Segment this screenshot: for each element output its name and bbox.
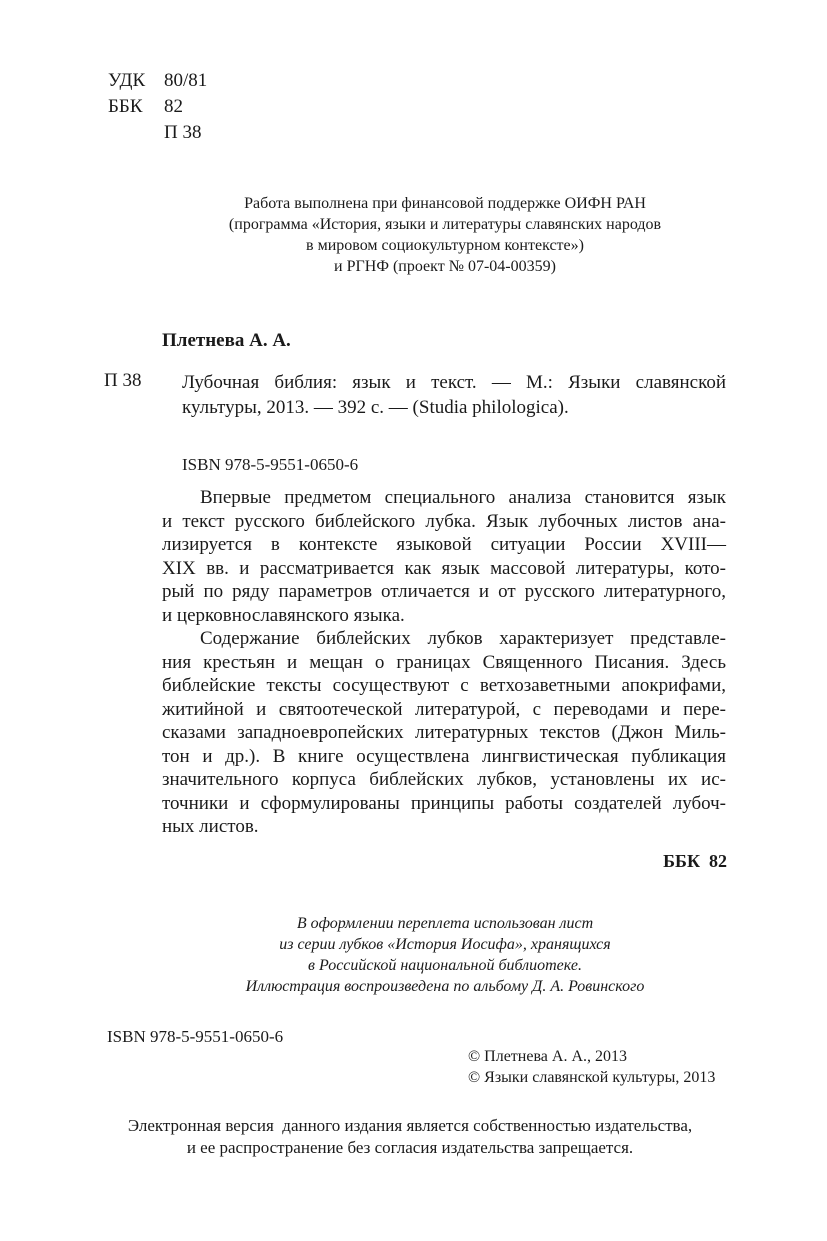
annotation-line: лизируется в контексте языковой ситуации России XVIII— bbox=[162, 534, 726, 555]
classification-block bbox=[108, 68, 207, 146]
annotation-line: житийной и святоотеческой литературой, с переводами и пере- bbox=[162, 698, 726, 720]
copyright-publisher: © Языки славянской культуры, 2013 bbox=[468, 1069, 716, 1086]
bbk-row bbox=[108, 94, 207, 120]
udk-value: 80/81 bbox=[164, 70, 208, 91]
grant-note bbox=[200, 193, 690, 277]
annotation-line: рый по ряду параметров отличается и от русского литературного, bbox=[162, 581, 726, 602]
annotation-line: Содержание библейских лубков характеризует представле- bbox=[200, 628, 726, 649]
cover-note bbox=[200, 913, 690, 997]
annotation-line: и церковнославянского языка. bbox=[162, 604, 405, 626]
electronic-notice bbox=[70, 1115, 750, 1159]
annotation-line: значительного корпуса библейских лубков, установлены их ис- bbox=[162, 769, 726, 790]
annotation-paragraph bbox=[162, 627, 726, 651]
author-name: Плетнева А. А. bbox=[162, 330, 291, 351]
annotation-line: точники и сформулированы принципы работы создателей лубоч- bbox=[162, 792, 726, 814]
copyright-author: © Плетнева А. А., 2013 bbox=[468, 1048, 628, 1065]
bibliographic-description bbox=[182, 370, 726, 420]
bbk-footer: ББК 82 bbox=[663, 851, 727, 871]
grant-line: и РГНФ (проект № 07-04-00359) bbox=[334, 258, 556, 275]
cover-line: из серии лубков «История Иосифа», хранящихся bbox=[279, 936, 611, 953]
bbk-value: 82 bbox=[164, 96, 183, 117]
grant-line: (программа «История, языки и литературы славянских народов bbox=[228, 216, 662, 233]
annotation-line: ния крестьян и мещан о границах Священного Писания. Здесь bbox=[162, 651, 726, 673]
annotation-line: Впервые предметом специального анализа становится язык bbox=[200, 487, 726, 508]
notice-line: Электронная версия данного издания является собственностью издательства, bbox=[127, 1116, 693, 1135]
annotation-line: ных листов. bbox=[162, 816, 259, 837]
udk-label: УДК bbox=[108, 70, 146, 91]
cover-line: В оформлении переплета использован лист bbox=[296, 915, 594, 932]
annotation-line: XIX вв. и рассматривается как язык массовой литературы, кото- bbox=[162, 557, 726, 579]
biblio-line: культуры, 2013. — 392 с. — (Studia philologica). bbox=[182, 397, 569, 418]
notice-line: и ее распространение без согласия издательства запрещается. bbox=[186, 1138, 634, 1157]
cover-line: в Российской национальной библиотеке. bbox=[308, 957, 582, 974]
author-mark: П 38 bbox=[164, 122, 202, 143]
annotation-line: тон и др.). В книге осуществлена лингвистическая публикация bbox=[162, 745, 726, 767]
copyright-block bbox=[468, 1046, 715, 1088]
cover-line: Иллюстрация воспроизведена по альбому Д. А. Ровинского bbox=[245, 978, 645, 995]
isbn-bottom: ISBN 978-5-9551-0650-6 bbox=[107, 1027, 284, 1046]
udk-row bbox=[108, 68, 207, 94]
bbk-label: ББК bbox=[108, 96, 143, 117]
biblio-line: Лубочная библия: язык и текст. — М.: Языки славянской bbox=[182, 372, 726, 393]
annotation bbox=[162, 486, 726, 839]
annotation-paragraph bbox=[162, 486, 726, 510]
author-code: П 38 bbox=[104, 370, 142, 391]
isbn-top: ISBN 978-5-9551-0650-6 bbox=[182, 455, 359, 474]
grant-line: в мировом социокультурном контексте») bbox=[306, 237, 584, 254]
annotation-line: и текст русского библейского лубка. Язык лубочных листов ана- bbox=[162, 510, 726, 532]
annotation-line: библейские тексты сосуществуют с ветхозаветными апокрифами, bbox=[162, 675, 726, 696]
grant-line: Работа выполнена при финансовой поддержке ОИФН РАН bbox=[244, 195, 646, 212]
annotation-line: сказами западноевропейских литературных текстов (Джон Миль- bbox=[162, 722, 726, 743]
